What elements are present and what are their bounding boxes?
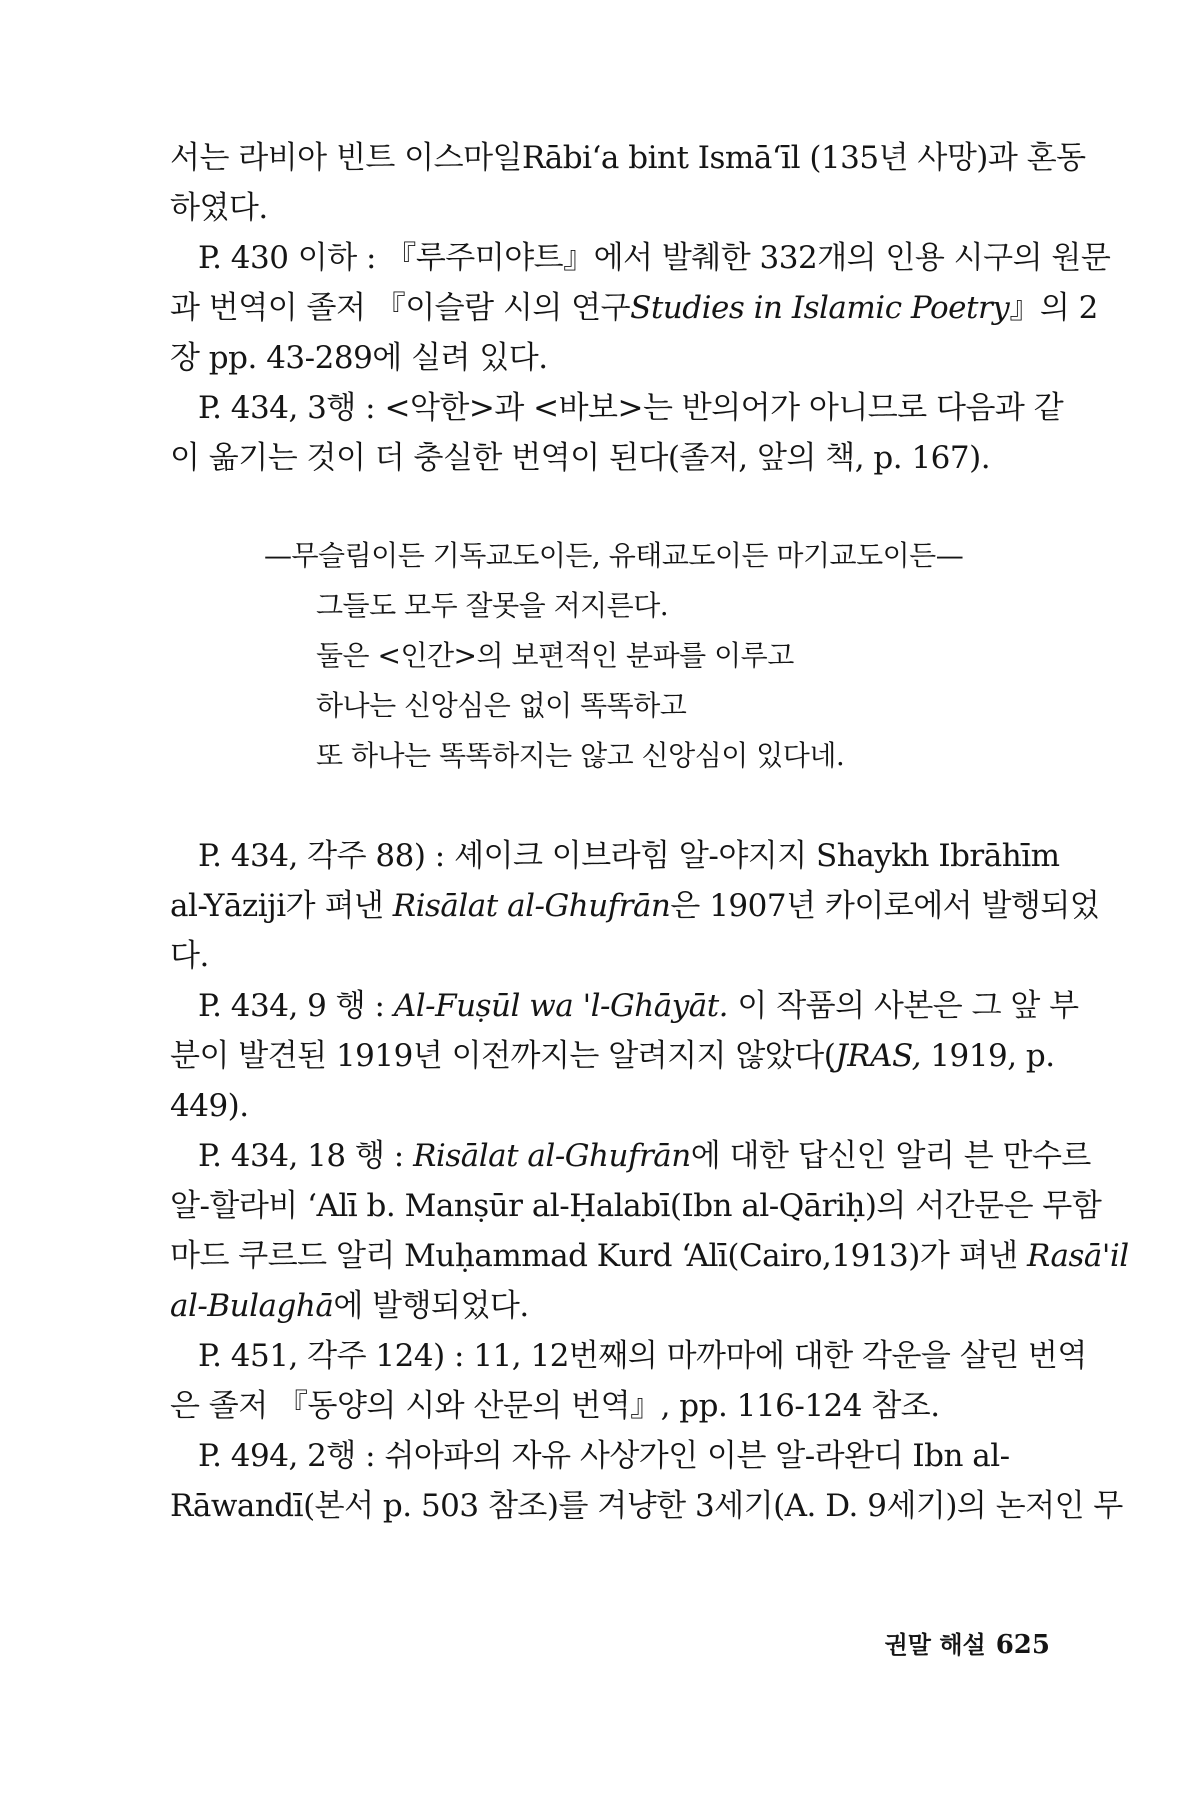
text-line: 하였다. bbox=[170, 190, 268, 226]
text-span: 분이 발견된 1919년 이전까지는 알려지지 않았다( bbox=[170, 1038, 836, 1074]
text-line bbox=[198, 1136, 1091, 1176]
text-line bbox=[170, 1036, 1055, 1076]
text-span: P. 434, 18 행 : bbox=[198, 1138, 414, 1174]
text-span: 과 번역이 졸저 『이슬람 시의 연구 bbox=[170, 290, 631, 326]
text-line: P. 451, 각주 124) : 11, 12번째의 마까마에 대한 각운을 살린 번역 bbox=[198, 1338, 1087, 1374]
text-line bbox=[170, 1236, 1129, 1276]
text-line bbox=[170, 886, 1099, 926]
text-span: 이 작품의 사본은 그 앞 부 bbox=[728, 988, 1079, 1024]
page-number: 625 bbox=[995, 1630, 1050, 1660]
book-title-italic: Risālat al-Ghufrān bbox=[392, 888, 671, 924]
text-span: 1919, p. bbox=[920, 1038, 1055, 1074]
text-line: P. 494, 2행 : 쉬아파의 자유 사상가인 이븐 알-라완디 Ibn al- bbox=[198, 1438, 1010, 1474]
text-span: al-Yāziji가 펴낸 bbox=[170, 888, 393, 924]
page-footer bbox=[885, 1625, 1050, 1660]
poem-line: 또 하나는 똑똑하지는 않고 신앙심이 있다네. bbox=[316, 739, 845, 772]
text-line: 이 옮기는 것이 더 충실한 번역이 된다(졸저, 앞의 책, p. 167). bbox=[170, 440, 991, 476]
text-span: 마드 쿠르드 알리 Muḥammad Kurd ‘Alī(Cairo,1913)가 펴낸 bbox=[170, 1238, 1027, 1274]
text-span: P. 434, 9 행 : bbox=[198, 988, 394, 1024]
section-title: 권말 해설 bbox=[884, 1631, 986, 1659]
text-line: 449). bbox=[170, 1088, 249, 1124]
text-line bbox=[170, 1286, 529, 1326]
text-line: 서는 라비아 빈트 이스마일Rābi‘a bint Ismā‘īl (135년 사망)과 혼동 bbox=[170, 140, 1086, 176]
text-line: P. 434, 각주 88) : 셰이크 이브라힘 알-야지지 Shaykh Ibrāhīm bbox=[198, 838, 1060, 874]
text-line bbox=[170, 288, 1098, 328]
book-title-italic: Risālat al-Ghufrān bbox=[413, 1138, 691, 1174]
text-span: 은 1907년 카이로에서 발행되었 bbox=[670, 888, 1100, 924]
book-title-italic: Rasā'il bbox=[1026, 1238, 1129, 1274]
book-title-italic: Al-Fuṣūl wa 'l-Ghāyāt. bbox=[393, 988, 729, 1024]
text-line bbox=[198, 986, 1079, 1026]
text-line: 알-할라비 ‘Alī b. Manṣūr al-Ḥalabī(Ibn al-Qāriḥ)의 서간문은 무함 bbox=[170, 1188, 1102, 1224]
text-span: 에 발행되었다. bbox=[333, 1288, 529, 1324]
text-span: 』의 2 bbox=[1009, 290, 1098, 326]
text-line: P. 434, 3행 : <악한>과 <바보>는 반의어가 아니므로 다음과 같 bbox=[198, 390, 1064, 426]
text-line: P. 430 이하 : 『루주미야트』에서 발췌한 332개의 인용 시구의 원문 bbox=[198, 240, 1111, 276]
text-line: 장 pp. 43-289에 실려 있다. bbox=[170, 340, 548, 376]
book-title-italic: al-Bulaghā bbox=[170, 1288, 334, 1324]
text-line: 은 졸저 『동양의 시와 산문의 번역』, pp. 116-124 참조. bbox=[170, 1388, 940, 1424]
text-span: 에 대한 답신인 알리 븐 만수르 bbox=[690, 1138, 1091, 1174]
poem-line: 하나는 신앙심은 없이 똑똑하고 bbox=[316, 689, 687, 722]
text-line: 다. bbox=[170, 938, 209, 974]
poem-line: —무슬림이든 기독교도이든, 유태교도이든 마기교도이든— bbox=[264, 539, 964, 572]
book-title-italic: Studies in Islamic Poetry bbox=[630, 290, 1010, 326]
journal-italic: JRAS, bbox=[835, 1038, 921, 1074]
poem-line: 그들도 모두 잘못을 저지른다. bbox=[316, 589, 669, 622]
poem-line: 둘은 <인간>의 보편적인 분파를 이루고 bbox=[316, 639, 794, 672]
text-line: Rāwandī(본서 p. 503 참조)를 겨냥한 3세기(A. D. 9세기)의 논저인 무 bbox=[170, 1488, 1123, 1524]
